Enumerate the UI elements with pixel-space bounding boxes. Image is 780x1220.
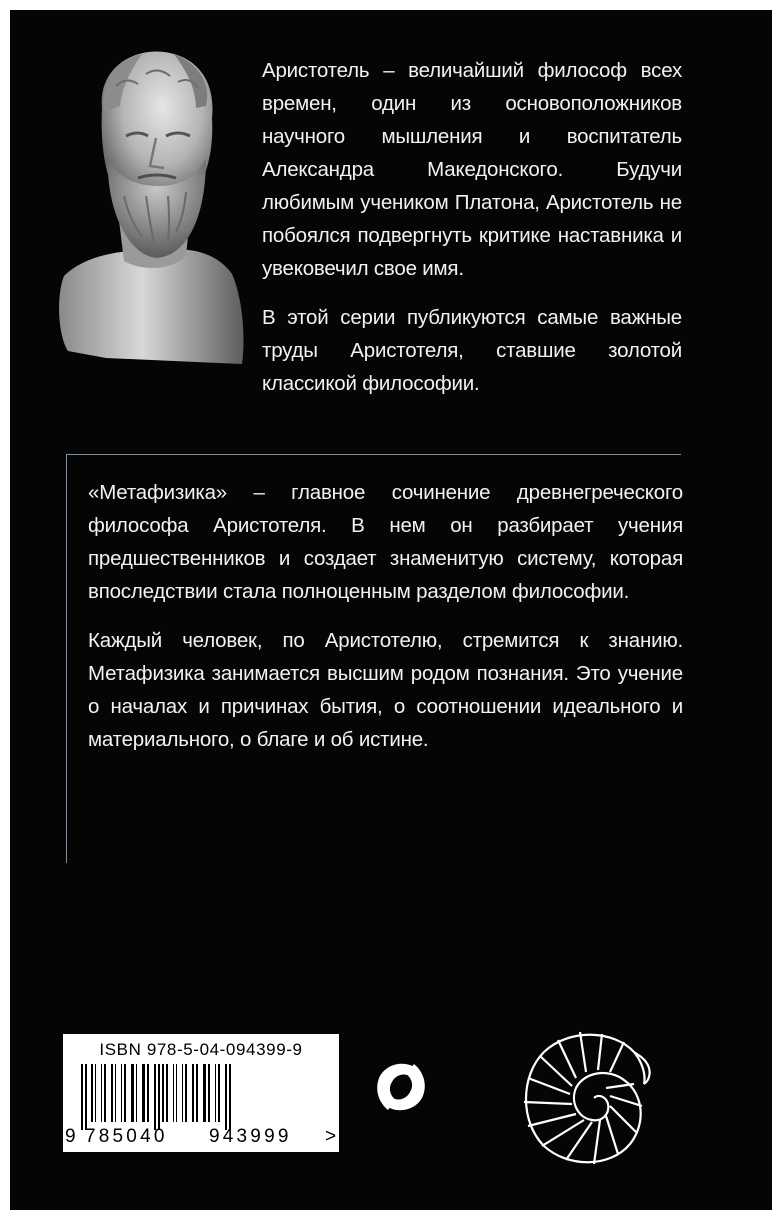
barcode-bar <box>182 1064 183 1122</box>
aristotle-bust-illustration <box>46 46 256 368</box>
description-text <box>88 476 683 756</box>
barcode-bar <box>192 1064 194 1122</box>
barcode-bar <box>85 1064 87 1130</box>
description-paragraph-2: Каждый человек, по Аристотелю, стремится к знанию. Метафизика занимается высшим родом познания. Это учение о началах и причинах бытия, о соотношении идеального и материального, о благе и об истине. <box>88 629 683 751</box>
barcode-bar <box>225 1064 227 1130</box>
isbn-barcode <box>63 1034 339 1152</box>
barcode-bar <box>176 1064 177 1122</box>
barcode-bar <box>111 1064 113 1122</box>
barcode-bar <box>115 1064 116 1122</box>
intro-text <box>262 54 682 400</box>
barcode-bar <box>203 1064 206 1122</box>
ean-digits <box>63 1126 339 1150</box>
isbn-label: ISBN 978-5-04-094399-9 <box>99 1040 303 1059</box>
eksmo-e-logo-icon <box>370 1056 432 1118</box>
barcode-bar <box>124 1064 126 1122</box>
barcode-bar <box>147 1064 149 1122</box>
back-cover <box>10 10 772 1210</box>
description-paragraph-1: «Метафизика» – главное сочинение древнегреческого философа Аристотеля. В нем он разбирает учения предшественников и создает знаменитую систему, которая впоследствии стала полноценным разделом философии. <box>88 481 683 603</box>
barcode-bar <box>158 1064 160 1130</box>
nautilus-shell-icon <box>514 1022 656 1172</box>
barcode-bar <box>208 1064 210 1122</box>
barcode-bar <box>136 1064 137 1122</box>
barcode-bar <box>229 1064 231 1130</box>
barcode-bar <box>95 1064 96 1122</box>
barcode-bar <box>185 1064 187 1122</box>
barcode-bar <box>91 1064 93 1122</box>
barcode-bar <box>215 1064 216 1122</box>
barcode-bar <box>104 1064 106 1122</box>
barcode-bar <box>121 1064 122 1122</box>
barcode-bar <box>142 1064 145 1122</box>
barcode-bar <box>154 1064 156 1130</box>
intro-paragraph-1: Аристотель – величайший философ всех времен, один из основоположников научного мышления и воспитатель Александра Македонского. Будучи любимым учеником Платона, Аристотель не побоялся подвергнуть критике наставника и увековечил свое имя. <box>262 59 682 280</box>
barcode-bar <box>173 1064 174 1122</box>
barcode-bar <box>218 1064 220 1122</box>
barcode-bars <box>75 1064 333 1128</box>
ean-first-digit: 9 <box>65 1126 76 1147</box>
ean-quiet-mark: > <box>325 1126 337 1147</box>
barcode-bar <box>131 1064 134 1122</box>
barcode-bar <box>166 1064 168 1122</box>
ean-left-digits: 785040 <box>85 1126 168 1147</box>
barcode-bar <box>162 1064 164 1122</box>
barcode-bar <box>81 1064 83 1130</box>
ean-right-digits: 943999 <box>209 1126 292 1147</box>
barcode-bar <box>101 1064 102 1122</box>
barcode-bar <box>196 1064 198 1122</box>
intro-paragraph-2: В этой серии публикуются самые важные труды Аристотеля, ставшие золотой классикой философии. <box>262 306 682 395</box>
